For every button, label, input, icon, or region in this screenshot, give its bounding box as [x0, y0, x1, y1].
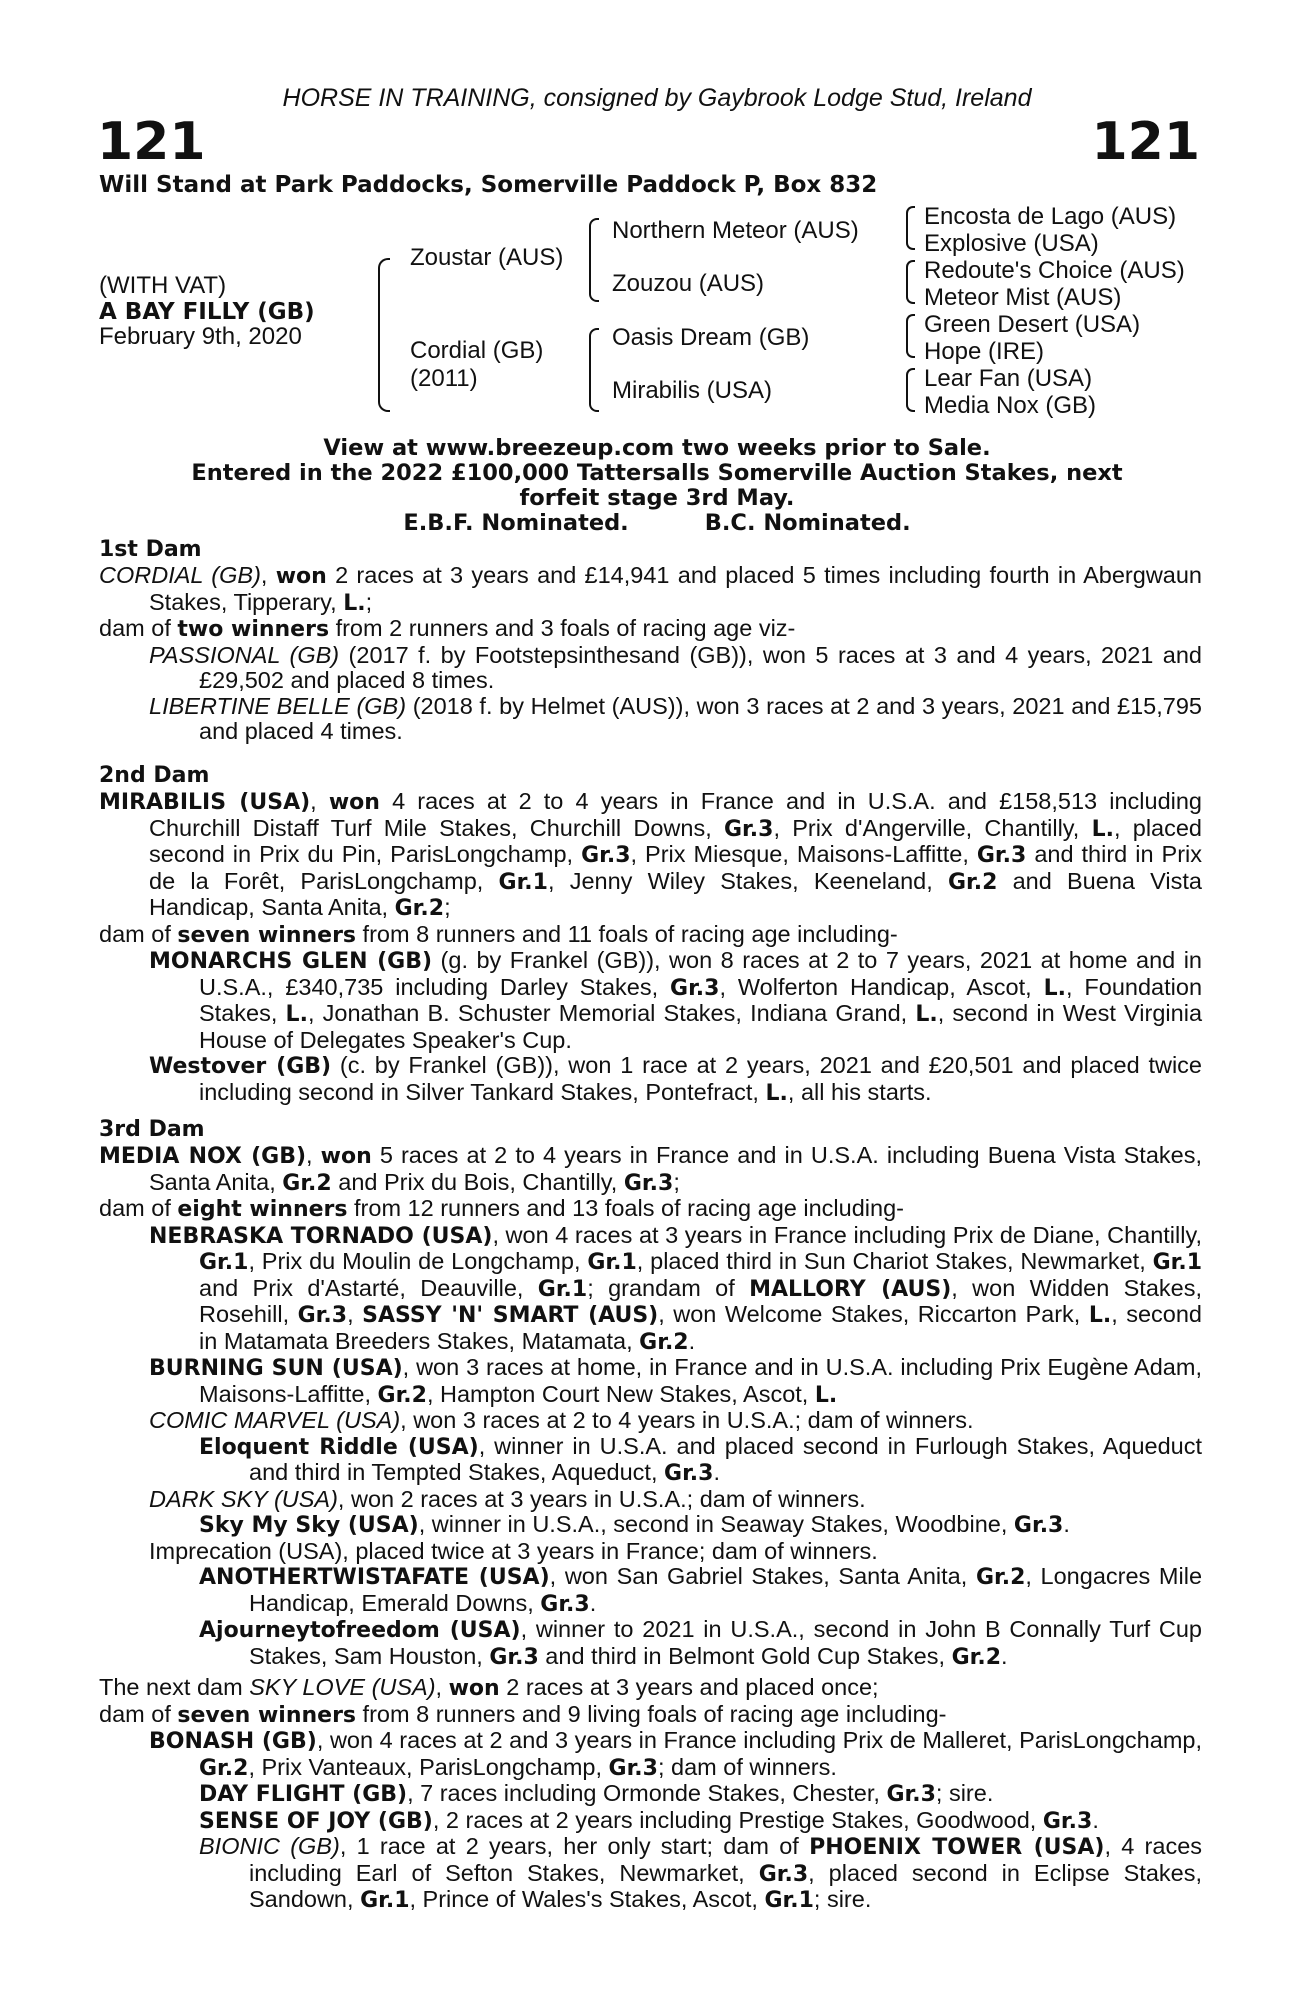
- dam-sire: Oasis Dream (GB): [612, 324, 810, 351]
- grandproduce-entry: DAY FLIGHT (GB), 7 races including Ormonde Stakes, Chester, Gr.3; sire.: [199, 1780, 994, 1807]
- produce-entry: LIBERTINE BELLE (GB) (2018 f. by Helmet (AUS)), won 3 races at 2 and 3 years, 2021 and £15,795 and placed 4 times.: [149, 692, 1202, 744]
- horse-name: A BAY FILLY (GB): [99, 299, 315, 325]
- grandproduce-entry: Eloquent Riddle (USA), winner in U.S.A. and placed second in Furlough Stakes, Aqueduct and third in Tempted Stakes, Aqueduct, Gr.3.: [199, 1432, 1202, 1486]
- forfeit-notice: forfeit stage 3rd May.: [519, 485, 795, 511]
- ggsire-3: Green Desert (USA): [924, 311, 1141, 338]
- ggdam-2: Meteor Mist (AUS): [924, 284, 1122, 311]
- brace-g3-2: [906, 260, 915, 304]
- brace-g3-3: [906, 314, 915, 358]
- first-dam-produce-summary: dam of two winners from 2 runners and 3 foals of racing age viz-: [99, 615, 796, 642]
- grandproduce-entry: BIONIC (GB), 1 race at 2 years, her only start; dam of PHOENIX TOWER (USA), 4 races including Earl of Sefton Stakes, Newmarket, Gr.3, placed second in Eclipse Stakes, Sandown, Gr.1, Prince of Wales's Stakes, Ascot, Gr.1; sire.: [199, 1833, 1203, 1913]
- dam-dam: Mirabilis (USA): [612, 377, 773, 404]
- second-dam-section: [99, 789, 1202, 1106]
- produce-entry: DARK SKY (USA), won 2 races at 3 years in U.S.A.; dam of winners.: [149, 1485, 866, 1512]
- nomination-line: [0, 511, 1314, 537]
- lot-number-right: 121: [1091, 112, 1200, 172]
- produce-entry: Imprecation (USA), placed twice at 3 years in France; dam of winners.: [149, 1537, 878, 1564]
- grandproduce-entry: Sky My Sky (USA), winner in U.S.A., second in Seaway Stakes, Woodbine, Gr.3.: [199, 1511, 1070, 1538]
- grandproduce-entry: ANOTHERTWISTAFATE (USA), won San Gabriel Stakes, Santa Anita, Gr.2, Longacres Mile Handicap, Emerald Downs, Gr.3.: [199, 1563, 1203, 1617]
- first-dam-section: [99, 563, 1202, 745]
- produce-entry: NEBRASKA TORNADO (USA), won 4 races at 3 years in France including Prix de Diane, Chantilly, Gr.1, Prix du Moulin de Longchamp, Gr.1, placed third in Sun Chariot Stakes, Newmarket, Gr.1 and Prix d'Astarté, Deauville, Gr.1; grandam of MALLORY (AUS), won Widden Stakes, Rosehill, Gr.3, SASSY 'N' SMART (AUS), won Welcome Stakes, Riccarton Park, L., second in Matamata Breeders Stakes, Matamata, Gr.2.: [149, 1221, 1203, 1355]
- third-dam-record: MEDIA NOX (GB), won 5 races at 2 to 4 years in France and in U.S.A. including Buena Vista Stakes, Santa Anita, Gr.2 and Prix du Bois, Chantilly, Gr.3;: [99, 1142, 1202, 1196]
- grandproduce-entry: SENSE OF JOY (GB), 2 races at 2 years including Prestige Stakes, Goodwood, Gr.3.: [199, 1806, 1099, 1834]
- ggsire-1: Encosta de Lago (AUS): [924, 203, 1177, 230]
- dam-year: (2011): [410, 365, 478, 392]
- grandproduce-entry: Ajourneytofreedom (USA), winner to 2021 in U.S.A., second in John B Connally Turf Cup Stakes, Sam Houston, Gr.3 and third in Belmont Gold Cup Stakes, Gr.2.: [199, 1616, 1202, 1670]
- produce-entry: BURNING SUN (USA), won 3 races at home, in France and in U.S.A. including Prix Eugène Adam, Maisons-Laffitte, Gr.2, Hampton Court New Stakes, Ascot, L.: [149, 1354, 1202, 1408]
- brace-generation-1: [378, 258, 390, 412]
- third-dam-section: [99, 1143, 1202, 1670]
- next-dam-produce-summary: dam of seven winners from 8 runners and 9 living foals of racing age including-: [99, 1700, 947, 1728]
- produce-entry: MONARCHS GLEN (GB) (g. by Frankel (GB)), won 8 races at 2 to 7 years, 2021 at home and in U.S.A., £340,735 including Darley Stakes, Gr.3, Wolferton Handicap, Ascot, L., Foundation Stakes, L., Jonathan B. Schuster Memorial Stakes, Indiana Grand, L., second in West Virginia House of Delegates Speaker's Cup.: [149, 947, 1203, 1053]
- ggsire-4: Lear Fan (USA): [924, 365, 1093, 392]
- stand-location: Will Stand at Park Paddocks, Somerville Paddock P, Box 832: [99, 172, 878, 198]
- ggdam-3: Hope (IRE): [924, 338, 1045, 365]
- ggdam-1: Explosive (USA): [924, 230, 1099, 257]
- brace-dam-line: [589, 328, 599, 412]
- ebf-nominated: E.B.F. Nominated.: [403, 510, 629, 536]
- viewing-notice: View at www.breezeup.com two weeks prior to Sale.: [323, 435, 991, 461]
- second-dam-produce-summary: dam of seven winners from 8 runners and 11 foals of racing age including-: [99, 920, 898, 948]
- dam: Cordial (GB): [410, 337, 544, 364]
- foaling-date: February 9th, 2020: [99, 323, 302, 350]
- ggsire-2: Redoute's Choice (AUS): [924, 257, 1185, 284]
- vat-note: (WITH VAT): [99, 272, 227, 299]
- lot-number-left: 121: [97, 112, 206, 172]
- sire: Zoustar (AUS): [410, 244, 564, 271]
- sire-dam: Zouzou (AUS): [612, 270, 765, 297]
- second-dam-heading: 2nd Dam: [99, 763, 210, 788]
- produce-entry: COMIC MARVEL (USA), won 3 races at 2 to 4 years in U.S.A.; dam of winners.: [149, 1407, 974, 1433]
- ggdam-4: Media Nox (GB): [924, 392, 1097, 419]
- first-dam-heading: 1st Dam: [99, 537, 202, 562]
- produce-entry: BONASH (GB), won 4 races at 2 and 3 years in France including Prix de Malleret, ParisLongchamp, Gr.2, Prix Vanteaux, ParisLongchamp, Gr.3; dam of winners.: [149, 1727, 1202, 1781]
- brace-g3-4: [906, 368, 915, 412]
- next-dam-section: [99, 1675, 1202, 1914]
- consignor-line: HORSE IN TRAINING, consigned by Gaybrook Lodge Stud, Ireland: [282, 84, 1032, 112]
- dam-name: CORDIAL (GB): [99, 562, 261, 588]
- sire-sire: Northern Meteor (AUS): [612, 217, 859, 244]
- brace-sire-line: [589, 218, 599, 302]
- second-dam-record: MIRABILIS (USA), won 4 races at 2 to 4 years in France and in U.S.A. and £158,513 including Churchill Distaff Turf Mile Stakes, Churchill Downs, Gr.3, Prix d'Angerville, Chantilly, L., placed second in Prix du Pin, ParisLongchamp, Gr.3, Prix Miesque, Maisons-Laffitte, Gr.3 and third in Prix de la Forêt, ParisLongchamp, Gr.1, Jenny Wiley Stakes, Keeneland, Gr.2 and Buena Vista Handicap, Santa Anita, Gr.2;: [99, 788, 1203, 921]
- first-dam-record: CORDIAL (GB), won 2 races at 3 years and £14,941 and placed 5 times including fourth in Abergwaun Stakes, Tipperary, L.;: [99, 562, 1202, 616]
- produce-entry: PASSIONAL (GB) (2017 f. by Footstepsinthesand (GB)), won 5 races at 3 and 4 years, 2021 and £29,502 and placed 8 times.: [149, 641, 1202, 693]
- third-dam-produce-summary: dam of eight winners from 12 runners and 13 foals of racing age including-: [99, 1195, 904, 1222]
- bc-nominated: B.C. Nominated.: [704, 510, 911, 536]
- brace-g3-1: [906, 206, 915, 250]
- third-dam-heading: 3rd Dam: [99, 1117, 205, 1142]
- produce-entry: Westover (GB) (c. by Frankel (GB)), won 1 race at 2 years, 2021 and £20,501 and placed twice including second in Silver Tankard Stakes, Pontefract, L., all his starts.: [149, 1052, 1202, 1106]
- next-dam-record: The next dam SKY LOVE (USA), won 2 races at 3 years and placed once;: [99, 1674, 879, 1701]
- entry-notice: Entered in the 2022 £100,000 Tattersalls Somerville Auction Stakes, next: [191, 460, 1123, 486]
